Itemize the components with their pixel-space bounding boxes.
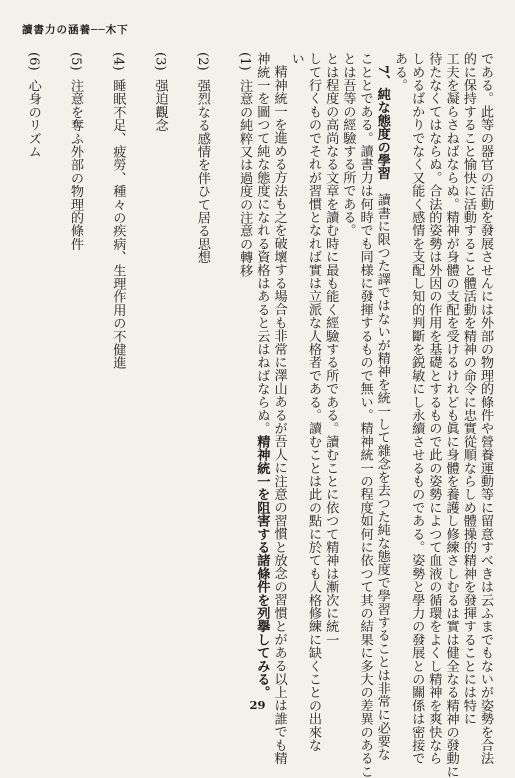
list-text: 强烈なる感情を伴ひて居る思想 (194, 78, 210, 264)
body-line: とは程度の高尚なる文章を讀む時に最も能く經驗する所である。讀むことに依つて精神は漸次に統一 (323, 52, 339, 646)
body-line: ある。 (391, 52, 407, 92)
body-line: しめるばかりでなく又能く感情を支配し知的判斷を鋭敏にし永續させるものである。姿勢と學力の發展との關係は密接で (409, 52, 425, 765)
list-item (211, 52, 253, 672)
body-line: い (288, 52, 304, 66)
list-number: (2) (194, 52, 210, 71)
list-item (169, 52, 211, 672)
list-item (42, 52, 84, 672)
page-number: 29 (249, 698, 266, 712)
running-header: 讀書力の涵養──木下 (22, 24, 129, 36)
body-line: 的に保持すること愉快に活動すること體活動を精神の命令に忠實從順ならしめ體操的精神を發揮することには特に (460, 52, 476, 726)
list-text: 睡眠不足、疲勞、種々の疾病、生理作用の不健進 (110, 78, 126, 370)
section-lead: 讀書に限つた譯ではないが精神を統一して雜念を去つた純な態度で學習することは非常に必要な (374, 193, 390, 761)
unity-line-2 (253, 52, 270, 699)
body-line: こととである。讀書力は何時でも同様に發揮するもので無い。精神統一の程度如何に依つて其の結果に多大の差異のあるこ (357, 52, 373, 778)
unity-line: 精神統一を進める方法も之を破壞する場合も非常に澤山あるが吾人に注意の習慣と放念の習慣とがある以上は誰でも精 (271, 65, 287, 765)
list-text: 注意の純粹又は過度の注意の轉移 (237, 78, 253, 277)
list-text: 强迫觀念 (152, 78, 168, 132)
list-text: 心身のリズム (25, 78, 41, 159)
list-number: (3) (152, 52, 168, 71)
list-number: (4) (110, 52, 126, 71)
unity-emphasis: 精神統一を阻害する諸條件を列擧してみる。 (254, 434, 270, 699)
list-number: (6) (25, 52, 41, 71)
body-line: である。此等の器官の活動を發展させんには外部の物理的條件や營養運動等に留意すべきは云ふまでもないが姿勢を合法 (478, 52, 493, 765)
section-heading-line (374, 52, 391, 761)
section-heading: 7、純な態度の學習 (374, 65, 390, 180)
body-line: して行くものでそれが習慣となれば實は立派な人格者である。讀むことは此の點に於ても人格修練に缺くことの出來な (305, 52, 321, 752)
body-line: 工夫を凝らさねばならぬ。精神が身體の支配を受けるけれども眞に身體を養護し修練さしむるは實は健全なる精神の發動に (443, 52, 459, 778)
list-item (84, 52, 126, 672)
unity-text: 神統一を圖つて純な態度になれる資格はあると云はねばならぬ。 (254, 52, 270, 435)
body-line: とは吾等の經驗する所である。 (340, 52, 356, 237)
list-number: (5) (68, 52, 84, 71)
list-item (126, 52, 168, 672)
body-line: 待たなくてはならぬ。合法的姿勢は外因の作用を基礎とするもので此の姿勢によつて血液の循環をよくし精神を爽快なら (426, 52, 442, 765)
list-item (0, 52, 42, 672)
list-text: 注意を奪ふ外部の物理的條件 (68, 78, 84, 251)
list-number: (1) (237, 52, 253, 71)
